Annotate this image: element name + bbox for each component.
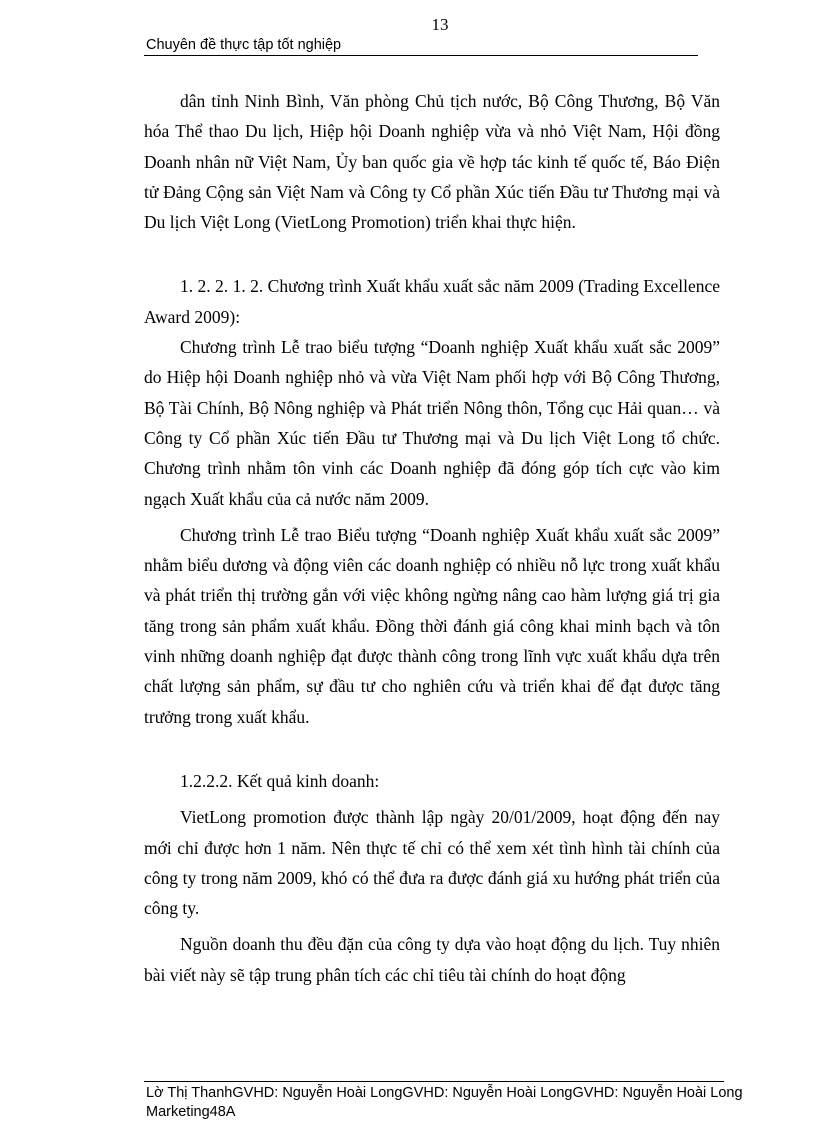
header-title: Chuyên đề thực tập tốt nghiệp — [146, 37, 342, 53]
footer-divider — [144, 1081, 724, 1082]
page-number: 13 — [431, 15, 449, 34]
footer-class: Marketing48A — [146, 1104, 236, 1120]
section-heading-trading-award: 1. 2. 2. 1. 2. Chương trình Xuất khẩu xuất sắc năm 2009 (Trading Excellence Award 2009): — [144, 276, 720, 327]
paragraph-revenue-source: Nguồn doanh thu đều đặn của công ty dựa vào hoạt động du lịch. Tuy nhiên bài viết này sẽ tập trung phân tích các chỉ tiêu tài chính do hoạt động — [144, 934, 720, 985]
document-body — [144, 86, 720, 990]
paragraph-organizers: dân tỉnh Ninh Bình, Văn phòng Chủ tịch nước, Bộ Công Thương, Bộ Văn hóa Thể thao Du lịch, Hiệp hội Doanh nghiệp vừa và nhỏ Việt Nam, Hội đồng Doanh nhân nữ Việt Nam, Ủy ban quốc gia về hợp tác kinh tế quốc tế, Báo Điện tử Đảng Cộng sản Việt Nam và Công ty Cổ phần Xúc tiến Đầu tư Thương mại và Du lịch Việt Long (VietLong Promotion) triển khai thực hiện. — [144, 91, 720, 233]
footer-author-supervisor: Lờ Thị ThanhGVHD: Nguyễn Hoài LongGVHD: Nguyễn Hoài LongGVHD: Nguyễn Hoài Long — [146, 1085, 743, 1101]
paragraph-award-purpose: Chương trình Lễ trao Biểu tượng “Doanh nghiệp Xuất khẩu xuất sắc 2009” nhằm biểu dương và động viên các doanh nghiệp có nhiều nỗ lực trong xuất khẩu và phát triển thị trường gắn với việc không ngừng nâng cao hàm lượng giá trị gia tăng trong sản phẩm xuất khẩu. Đồng thời đánh giá công khai minh bạch và tôn vinh những doanh nghiệp đạt được thành công trong lĩnh vực xuất khẩu dựa trên chất lượng sản phẩm, sự đầu tư cho nghiên cứu và triển khai để đạt được tăng trưởng trong xuất khẩu. — [144, 524, 720, 727]
paragraph-company-founding: VietLong promotion được thành lập ngày 20/01/2009, hoạt động đến nay mới chỉ được hơn 1 năm. Nên thực tế chỉ có thể xem xét tình hình tài chính của công ty trong năm 2009, khó có thể đưa ra được đánh giá xu hướng phát triển của công ty. — [144, 807, 720, 919]
paragraph-award-ceremony: Chương trình Lễ trao biểu tượng “Doanh nghiệp Xuất khẩu xuất sắc 2009” do Hiệp hội Doanh nghiệp nhỏ và vừa Việt Nam phối hợp với Bộ Công Thương, Bộ Tài Chính, Bộ Nông nghiệp và Phát triển Nông thôn, Tổng cục Hải quan… và Công ty Cổ phần Xúc tiến Đầu tư Thương mại và Du lịch Việt Long tổ chức. Chương trình nhằm tôn vinh các Doanh nghiệp đã đóng góp tích cực vào kim ngạch Xuất khẩu của cả nước năm 2009. — [144, 337, 720, 509]
header-divider — [144, 55, 698, 56]
section-heading-business-results: 1.2.2.2. Kết quả kinh doanh: — [180, 770, 380, 791]
